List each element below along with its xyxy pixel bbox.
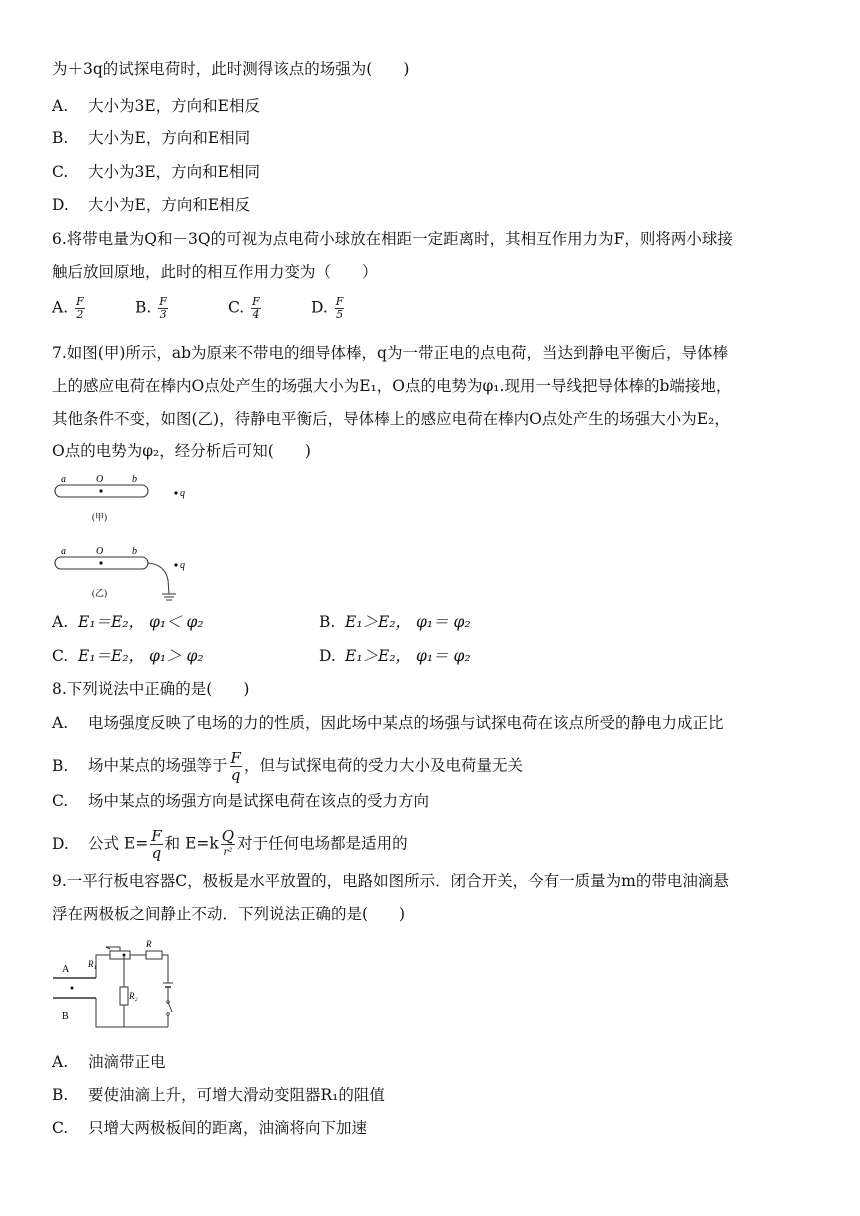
option-text: 大小为3E，方向和E相同 (88, 163, 260, 181)
q9-option-c (52, 1117, 367, 1139)
q5-stem: 为＋3q的试探电荷时，此时测得该点的场强为( ) (52, 60, 410, 78)
q5-option-a (52, 95, 260, 117)
option-label: C. (228, 298, 245, 317)
resistor-r (146, 951, 162, 959)
fraction: $\frac{F}{2}$ (76, 295, 84, 321)
option-text: 只增大两极板间的距离，油滴将向下加速 (88, 1119, 368, 1137)
rod-label-a: a (61, 474, 66, 485)
plate-b-label: B (62, 1011, 69, 1022)
option-label: D. (319, 647, 336, 665)
q9-line-1: 9.一平行板电容器C，极板是水平放置的，电路如图所示．闭合开关，今有一质量为m的带电油滴悬 (52, 872, 729, 890)
option-label: C. (52, 163, 69, 181)
option-label: C. (52, 792, 69, 810)
q9-option-a (52, 1051, 166, 1073)
option-label: A. (52, 1053, 69, 1071)
rod-label-b: b (132, 474, 137, 485)
point-o (99, 561, 102, 564)
fraction: $\frac{Q}{\text{r²}}$ (221, 827, 235, 858)
point-charge (174, 563, 177, 566)
q5-option-c (52, 161, 260, 183)
q7-option-a (52, 611, 204, 633)
charge-label: q (180, 488, 185, 499)
ground-wire (148, 563, 169, 594)
option-text: 场中某点的场强方向是试探电荷在该点的受力方向 (88, 792, 430, 810)
oil-drop (71, 987, 74, 990)
option-label: B. (319, 613, 336, 631)
q8-option-b (52, 750, 523, 783)
fraction: $\frac{F}{4}$ (252, 295, 260, 321)
q5-option-d (52, 194, 250, 216)
q9-line-2: 浮在两极板之间静止不动．下列说法正确的是( ) (52, 905, 406, 923)
q7-figure (50, 470, 210, 608)
option-label: A. (52, 714, 69, 732)
option-label: A. (52, 97, 69, 115)
wire (96, 998, 168, 1027)
q7-line-3: 其他条件不变，如图(乙)，待静电平衡后，导体棒上的感应电荷在棒内O点处产生的场强大小为E₂， (52, 410, 730, 428)
q6-option-d (311, 296, 346, 321)
option-label: B. (52, 756, 69, 775)
option-text: E₁＞E₂， φ₁＝ φ₂ (345, 613, 471, 631)
option-text: 油滴带正电 (88, 1053, 166, 1071)
option-label: A. (52, 298, 69, 317)
q6-line-2: 触后放回原地，此时的相互作用力变为（ ） (52, 263, 378, 281)
q6-line-1: 6.将带电量为Q和－3Q的可视为点电荷小球放在相距一定距离时，其相互作用力为F，则将两小球接 (52, 230, 733, 248)
option-text: 要使油滴上升，可增大滑动变阻器R₁的阻值 (88, 1086, 385, 1104)
option-text: 大小为E，方向和E相同 (88, 129, 251, 147)
q7-option-d (319, 645, 471, 667)
option-text: E₁＝E₂， φ₁＞ φ₂ (78, 647, 204, 665)
option-label: B. (52, 129, 69, 147)
option-text: 和 E=k (164, 834, 219, 853)
option-text: E₁＞E₂， φ₁＝ φ₂ (345, 647, 471, 665)
plate-a-label: A (62, 964, 70, 975)
rod-label-o: O (96, 546, 104, 557)
option-label: D. (52, 196, 69, 214)
caption-yi: (乙) (92, 588, 107, 598)
option-text: 对于任何电场都是适用的 (237, 834, 408, 853)
q7-line-4: O点的电势为φ₂，经分析后可知( ) (52, 442, 311, 460)
option-label: D. (311, 298, 328, 317)
wire (162, 955, 168, 983)
q7-line-1: 7.如图(甲)所示，ab为原来不带电的细导体棒，q为一带正电的点电荷，当达到静电平衡后，导体棒 (52, 344, 728, 362)
option-label: B. (135, 298, 152, 317)
rod-label-a: a (61, 546, 66, 557)
q6-option-b (135, 296, 170, 321)
fraction: $\frac{F}{5}$ (335, 295, 344, 321)
q8-option-d (52, 828, 408, 861)
point-charge (174, 491, 177, 494)
option-label: B. (52, 1086, 69, 1104)
rheostat-r1 (110, 951, 130, 959)
option-label: C. (52, 1119, 69, 1137)
rod-label-o: O (96, 474, 104, 485)
option-text: 大小为E，方向和E相反 (88, 196, 251, 214)
fraction: $\frac{F}{3}$ (159, 295, 167, 321)
q6-option-c (228, 296, 263, 321)
rod-label-b: b (132, 546, 137, 557)
option-text: ，但与试探电荷的受力大小及电荷量无关 (243, 756, 523, 775)
q6-option-a (52, 296, 87, 321)
q8-option-c (52, 790, 429, 812)
fraction: $\frac{F}{q}$ (151, 827, 162, 862)
r2-label: R₂ (129, 991, 138, 1001)
option-text: 电场强度反映了电场的力的性质，因此场中某点的场强与试探电荷在该点所受的静电力成正比 (88, 714, 724, 732)
charge-label: q (180, 560, 185, 571)
q5-option-b (52, 127, 250, 149)
q7-line-2: 上的感应电荷在棒内O点处产生的场强大小为E₁，O点的电势为φ₁.现用一导线把导体棒的b端接地， (52, 377, 732, 395)
option-text: 大小为3E，方向和E相反 (88, 97, 260, 115)
q8-option-a (52, 712, 724, 734)
option-text: 公式 E= (88, 834, 149, 853)
wire (96, 955, 110, 978)
q7-option-b (319, 611, 471, 633)
q7-option-c (52, 645, 204, 667)
point-o (99, 489, 102, 492)
option-label: D. (52, 834, 69, 853)
resistor-r2 (120, 987, 128, 1005)
option-label: A. (52, 613, 69, 631)
r-label: R (146, 939, 152, 949)
caption-jia: (甲) (92, 512, 107, 522)
fraction: $\frac{F}{q}$ (230, 749, 241, 784)
q8-stem: 8.下列说法中正确的是( ) (52, 680, 250, 698)
option-text: 场中某点的场强等于 (88, 756, 228, 775)
r1-label: R₁ (88, 959, 97, 969)
option-label: C. (52, 647, 69, 665)
q9-option-b (52, 1084, 385, 1106)
option-text: E₁＝E₂， φ₁＜ φ₂ (78, 613, 204, 631)
q9-circuit-figure (50, 935, 190, 1035)
